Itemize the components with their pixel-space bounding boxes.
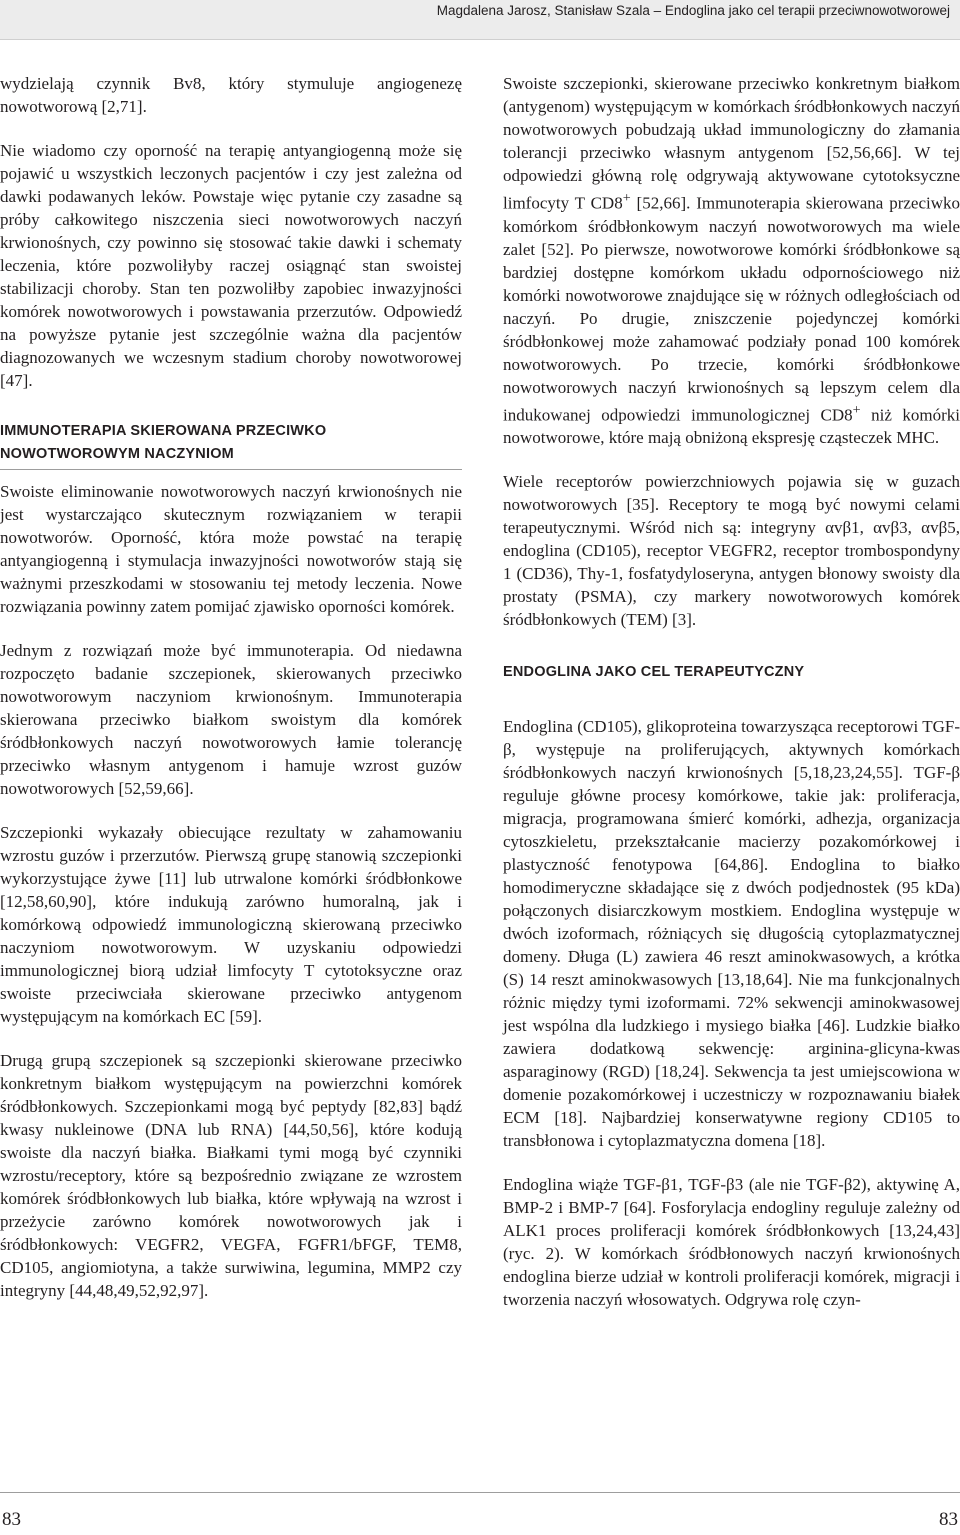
left-column	[0, 72, 462, 1302]
left-paragraph-4: Jednym z rozwiązań może być immunoterapia. Od niedawna rozpoczęto badanie szczepionek, skierowanych przeciwko nowotworowym naczyniom krwionośnym. Immunoterapia skierowana przeciwko białkom swoistym dla komórek śródbłonkowych naczyń nowotworowych łamie tolerancję przeciwko własnym antygenom i hamuje wzrost guzów nowotworowych [52,59,66].	[0, 641, 462, 798]
left-paragraph-2: Nie wiadomo czy oporność na terapię antyangiogenną może się pojawić u wszystkich leczonych pacjentów i czy jest zależna od dawki podawanych leków. Powstaje więc pytanie czy zasadne są próby całkowitego niszczenia sieci nowotworowych naczyń krwionośnych, czy powinno się stosować takie dawki i schematy leczenia, które pozwoliłyby raczej osiągnąć stan swoistej stabilizacji choroby. Stan ten pozwoliłby zapobiec inwazyjności komórek nowotworowych i powstawania przerzutów. Odpowiedź na powyższe pytanie jest szczególnie ważna dla pacjentów diagnozowanych we wczesnym stadium choroby nowotworowej [47].	[0, 141, 462, 390]
right-paragraph-1-part-b: [52,66]. Immunoterapia skierowana przeciwko komórkom śródbłonkowym naczyń nowotworowych ma wiele zalet [52]. Po pierwsze, nowotworowe komórki śródbłonkowe są bardziej dostępne komórkom układu odpornościowego niż komórki nowotworowe znajdujące się w różnych odległościach od naczyń. Po drugie, zniszczenie pojedynczej komórki śródbłonkowej może zahamować podziały ponad 100 komórek nowotworowych. Po trzecie, komórki śródbłonkowe nowotworowych naczyń krwionośnych są lepszym celem dla indukowanej odpowiedzi immunologicznej CD8	[503, 193, 960, 425]
superscript-plus: +	[622, 190, 631, 206]
page-number-right: 83	[939, 1509, 958, 1530]
superscript-plus: +	[852, 401, 861, 418]
right-paragraph-2: Wiele receptorów powierzchniowych pojawia się w guzach nowotworowych [35]. Receptory te mogą być nowymi celami terapeutycznymi. Wśród nich są: integryny αvβ1, αvβ3, αvβ5, endoglina (CD105), receptor VEGFR2, receptor trombospondyny 1 (CD36), Thy-1, fosfatydyloseryna, antygen błonowy swoisty dla prostaty (PSMA), czy markery nowotworowych komórek śródbłonkowych (TEM) [3].	[503, 472, 960, 630]
left-paragraph-1: wydzielają czynnik Bv8, który stymuluje angiogenezę nowotworową [2,71].	[0, 74, 462, 116]
running-header	[0, 0, 960, 40]
section-heading-immunotherapy: IMMUNOTERAPIA SKIEROWANA PRZECIWKO NOWOTWOROWYM NACZYNIOM	[0, 420, 462, 470]
left-paragraph-6: Drugą grupą szczepionek są szczepionki skierowane przeciwko konkretnym białkom występującym na powierzchni komórek śródbłonkowych. Szczepionkami mogą być peptydy [82,83] bądź kwasy nukleinowe (DNA lub RNA) [44,50,56], które kodują swoiste dla naczyń białka. Białkami tymi mogą być czynniki wzrostu/receptory, które są bezpośrednio związane ze wzrostem komórek śródbłonkowych lub białka, które wpływają na wzrost i przeżycie zarówno komórek nowotworowych jak i śródbłonkowych: VEGFR2, VEGFA, FGFR1/bFGF, TEM8, CD105, angiomiotyna, a także surwiwina, legumina, MMP2 czy integryny [44,48,49,52,92,97].	[0, 1051, 462, 1300]
right-paragraph-4: Endoglina wiąże TGF-β1, TGF-β3 (ale nie TGF-β2), aktywinę A, BMP-2 i BMP-7 [64]. Fosforylacja endogliny reguluje zależny od ALK1 proces proliferacji komórek śródbłonkowych [13,24,43] (ryc. 2). W komórkach śródbłonowych naczyń krwionośnych endoglina bierze udział w kontroli proliferacji komórek, migracji i tworzenia naczyń włosowatych. Odgrywa rolę czyn-	[503, 1175, 960, 1310]
running-title: Magdalena Jarosz, Stanisław Szala – Endoglina jako cel terapii przeciwnowotworowej	[436, 3, 950, 18]
right-paragraph-1	[503, 72, 960, 449]
right-column	[503, 72, 960, 1311]
section-heading-endoglin: ENDOGLINA JAKO CEL TERAPEUTYCZNY	[503, 664, 805, 681]
right-paragraph-3: Endoglina (CD105), glikoproteina towarzysząca receptorowi TGF-β, występuje na proliferujących, aktywnych komórkach śródbłonkowych naczyń krwionośnych [5,18,23,24,55]. TGF-β reguluje główne procesy komórkowe, takie jak: proliferacja, migracja, programowana śmierć komórki, adhezja, organizacja cytoszkieletu, przekształcanie macierzy pozakomórkowej i plastyczność fenotypowa [64,86]. Endoglina to białko homodimeryczne składające się z dwóch podjednostek (95 kDa) połączonych disiarczkowym mostkiem. Endoglina występuje w dwóch izoformach, różniących się długością cytoplazmatycznej domeny. Długa (L) zawiera 46 reszt aminokwasowych, a krótka (S) 14 reszt aminokwasowych [13,18,64]. Nie ma funkcjonalnych różnic między tymi izoformami. 72% sekwencji aminokwasowej jest wspólna dla ludzkiego i mysiego białka [46]. Ludzkie białko zawiera dodatkową sekwencję: arginina-glicyna-kwas asparaginowy (RGD) [18,24]. Sekwencja ta jest umiejscowiona w domenie pozakomórkowej i uczestniczy w rozpoznawaniu białek ECM [18]. Najbardziej konserwatywne regiony CD105 to transbłonowa i cytoplazmatyczna domena [18].	[503, 717, 960, 1151]
left-paragraph-5: Szczepionki wykazały obiecujące rezultaty w zahamowaniu wzrostu guzów i przerzutów. Pierwszą grupę stanowią szczepionki wykorzystujące żywe [11] lub utrwalone komórki śródbłonkowe [12,58,60,90], które indukują zarówno humoralną, jak i komórkową odpowiedź immunologiczną skierowaną przeciwko naczyniom nowotworowym. W uzyskaniu odpowiedzi immunologicznej biorą udział limfocyty T cytotoksyczne oraz swoiste przeciwciała skierowane przeciwko antygenom występującym na komórkach EC [59].	[0, 823, 462, 1026]
right-paragraph-1-part-c: niż komórki nowotworowe, które mają obniżoną ekspresję cząsteczek MHC.	[503, 405, 960, 448]
page-number-left: 83	[2, 1509, 21, 1530]
left-paragraph-3: Swoiste eliminowanie nowotworowych naczyń krwionośnych nie jest wystarczająco skutecznym rozwiązaniem w terapii nowotworów. Oporność, która może powstać na terapię antyangiogenną i stymulacja inwazyjności nowotworów stają się ważnymi przeszkodami w stosowaniu tej metody leczenia. Nowe rozwiązania powinny zatem pomijać zjawisko oporności komórek.	[0, 482, 462, 616]
footer-rule	[0, 1492, 960, 1493]
right-paragraph-1-part-a: Swoiste szczepionki, skierowane przeciwko konkretnym białkom (antygenom) występującym w komórkach śródbłonkowych naczyń nowotworowych pobudzają układ immunologiczny do złamania tolerancji przeciwko własnym antygenom [52,56,66]. W tej odpowiedzi główną rolę odgrywają aktywowane cytotoksyczne limfocyty T CD8	[503, 74, 960, 213]
